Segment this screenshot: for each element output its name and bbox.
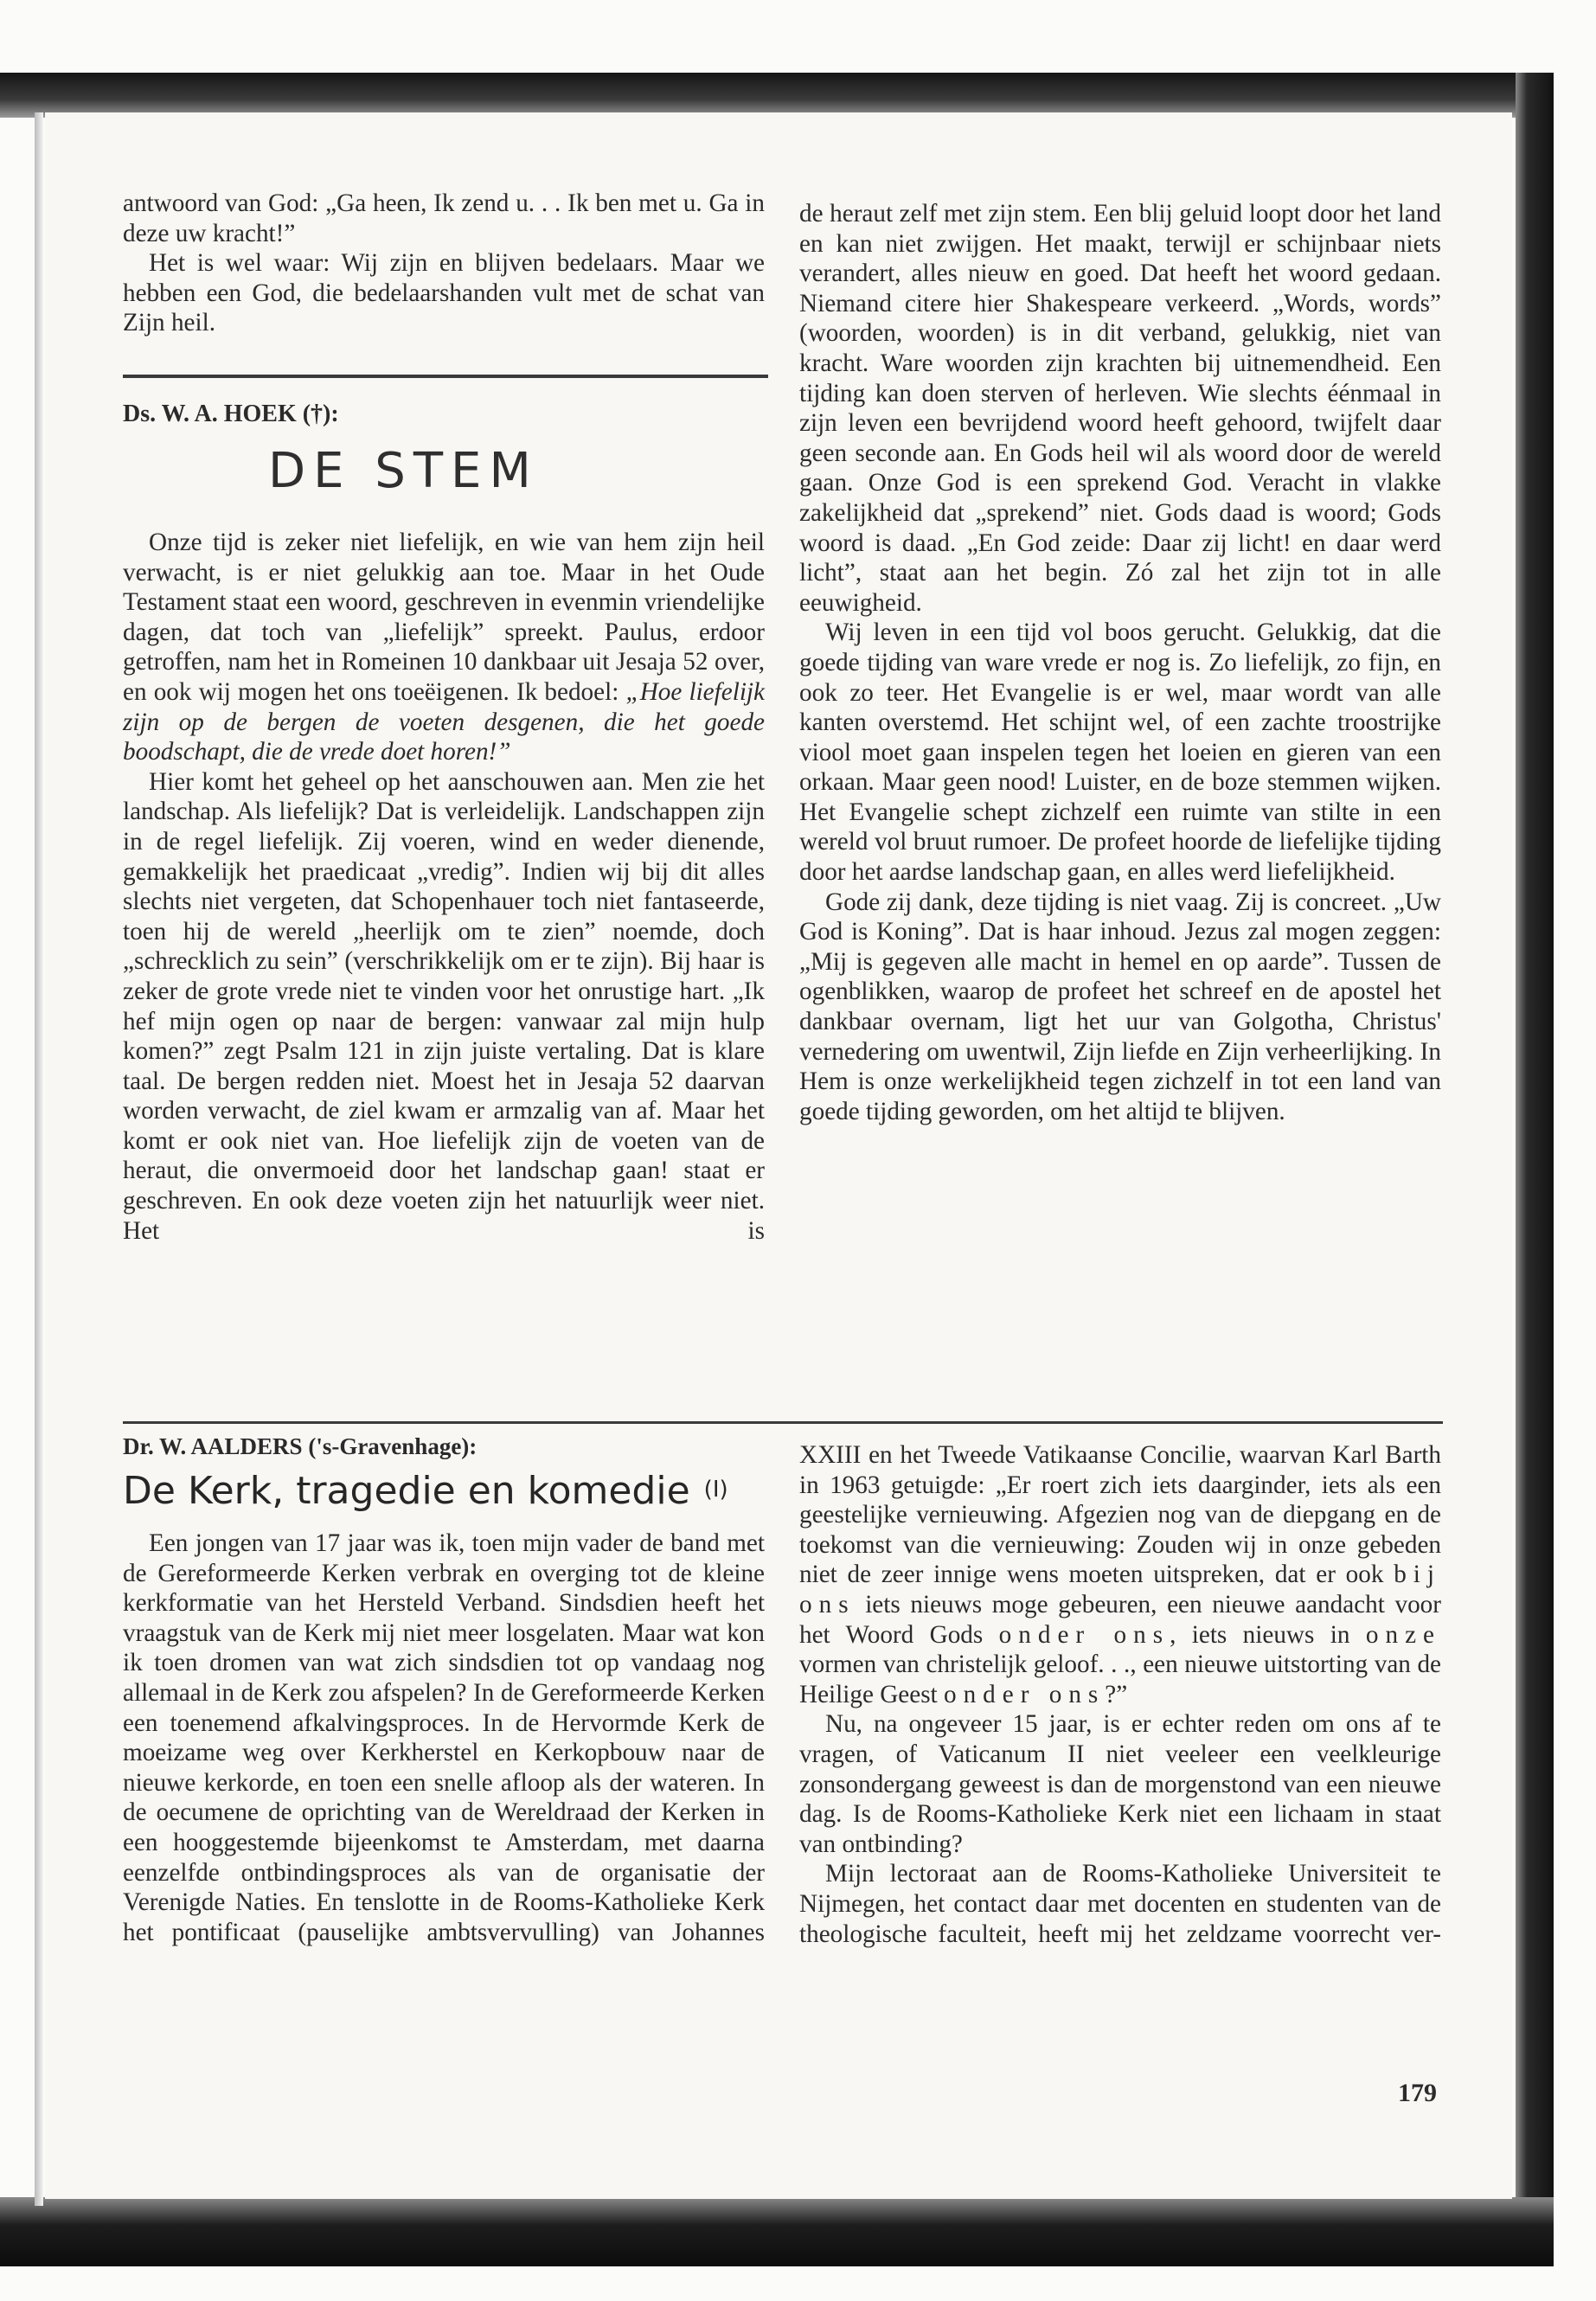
article3-text: , iets nieuws in [1170, 1620, 1366, 1649]
article2-paragraph: de heraut zelf met zijn stem. Een blij geluid loopt door het land en kan niet zwijgen. Het maakt, terwijl er schijnbaar niets verandert, alles nieuw en goed. Dat heeft het woord gedaan. Niemand citere hier Shakespeare verkeerd. „Words, words” (woorden, woorden) is in dit verband, gelukkig, niet van kracht. Ware woorden zijn krachten bij uitnemendheid. Een tijding kan doen sterven of herleven. Wie slechts éénmaal in zijn leven een bevrijdend woord heeft gehoord, twijfelt daar geen seconde aan. En Gods heil wil als woord door de wereld gaan. Onze God is een sprekend God. Veracht in vlakke zakelijkheid dat „sprekend” niet. Gods daad is woord; Gods woord is daad. „En God zeide: Daar zij licht! en daar werd licht”, staat aan het begin. Zó zal het zijn tot in alle eeuwigheid. [799, 200, 1441, 617]
article3-text: ?” [1105, 1680, 1128, 1708]
article3-right-column [799, 1440, 1441, 1949]
article2-paragraph: Gode zij dank, deze tijding is niet vaag. Zij is concreet. „Uw God is Koning”. Dat is haar inhoud. Jezus zal mogen zeggen: „Mij is gegeven alle macht in hemel en op aarde”. Tussen de ogenblikken, waarop de profeet het schreef en de apostel het dankbaar overnam, ligt het uur van Golgotha, Christus' vernedering om uwentwil, Zijn liefde en Zijn verheerlijking. In Hem is onze werkelijkheid tegen zichzelf in tot een land van goede tijding geworden, om het altijd te blijven. [799, 888, 1441, 1125]
article2-right-column [799, 199, 1441, 1126]
article3-title-number: (I) [703, 1477, 728, 1503]
article3-spaced-emphasis: bij ons [799, 1561, 1441, 1618]
article2-p1-text: Onze tijd is zeker niet liefelijk, en wie van hem zijn heil verwacht, is er niet gelukkig aan toe. Maar in het Oude Testament staat een woord, geschreven in evenmin vriendelijke dagen, dat toch van „liefelijk” spreekt. Paulus, erdoor getroffen, nam het in Romeinen 10 dankbaar uit Jesaja 52 over, en ook wij mogen het ons toeëigenen. Ik bedoel: [123, 529, 765, 706]
article2-title: DE STEM [268, 443, 539, 499]
page-number: 179 [1398, 2079, 1437, 2107]
article3-paragraph: Nu, na ongeveer 15 jaar, is er echter reden om ons af te vragen, of Vaticanum II niet veeleer een veelkleurige zonsondergang geweest is dan de morgenstond van een nieuwe dag. Is de Rooms-Katholieke Kerk niet een lichaam in staat van ontbinding? [799, 1710, 1441, 1858]
article3-byline: Dr. W. AALDERS ('s-Gravenhage): [123, 1433, 478, 1459]
article1-column [123, 189, 765, 338]
article3-spaced-emphasis: onder ons [998, 1620, 1170, 1649]
article3-spaced-emphasis: onder ons [943, 1680, 1106, 1708]
section-divider [123, 375, 768, 378]
article2-paragraph: Wij leven in een tijd vol boos gerucht. Gelukkig, dat die goede tijding van ware vrede er nog is. Zo liefelijk, zo fijn, en ook zo teer. Het Evangelie is er wel, maar wordt van alle kanten overstemd. Het schijnt wel, of een zachte troostrijke viool moet gaan inspelen tegen het loeien en gieren van een orkaan. Maar geen nood! Luister, en de boze stemmen wijken. Het Evangelie schept zichzelf een ruimte van stilte in een wereld vol bruut rumoer. De profeet hoorde de liefelijke tijding door het aardse landschap gaan, en alles werd liefelijkheid. [799, 619, 1441, 887]
article3-paragraph: Mijn lectoraat aan de Rooms-Katholieke Universiteit te Nijmegen, het contact daar met docenten en studenten van de theologische faculteit, heeft mij het zeldzame voorrecht ver- [799, 1860, 1441, 1948]
article3-paragraph: Een jongen van 17 jaar was ik, toen mijn vader de band met de Gereformeerde Kerken verbrak en overging tot de kleine kerkformatie van het Hersteld Verband. Sindsdien heeft het vraagstuk van de Kerk mij niet meer losgelaten. Maar wat kon ik toen dromen van wat zich sindsdien tot op vandaag nog allemaal in de Kerk zou afspelen? In de Gereformeerde Kerken een toenemend afkalvingsproces. In de Hervormde Kerk de moeizame weg over Kerkherstel en Kerkopbouw naar de nieuwe kerkorde, en toen een snelle afloop als der wateren. In de oecumene de oprichting van de Wereldraad der Kerken in een hooggestemde bijeenkomst te Amsterdam, met daarna eenzelfde ontbindingsproces als van de organisatie der Verenigde Naties. En tenslotte in de Rooms-Katholieke Kerk het pontificaat (pauselijke ambtsvervulling) van Johannes [123, 1529, 765, 1946]
article3-left-column [123, 1529, 765, 1947]
article2-p1-quote: „Hoe liefelijk zijn op de bergen de voeten desgenen, die het goede boodschapt, die de vrede doet horen!” [123, 677, 765, 766]
binding-top-edge [0, 73, 1548, 118]
article3-text: XXIII en het Tweede Vatikaanse Concilie, waarvan Karl Barth in 1963 getuigde: „Er roert zich iets daarginder, iets als een geestelijke vernieuwing. Afgezien nog van de diepgang en de toekomst van die vernieuwing: Zouden wij in onze gebeden niet de zeer innige wens moeten uitspreken, dat er ook [799, 1441, 1441, 1589]
article1-paragraph: antwoord van God: „Ga heen, Ik zend u. . . Ik ben met u. Ga in deze uw kracht!” [123, 189, 765, 247]
article2-paragraph: Hier komt het geheel op het aanschouwen aan. Men zie het landschap. Als liefelijk? Dat is verleidelijk. Landschappen zijn in de regel liefelijk. Zij voeren, wind en weder dienende, gemakkelijk het praedicaat „vredig”. Indien wij bij dit alles slechts niet vergeten, dat Schopenhauer toch niet fantaseerde, toen hij de wereld „heerlijk om te zien” noemde, doch „schrecklich zu sein” (verschrikkelijk om er te zijn). Bij haar is zeker de grote vrede niet te vinden voor het onrustige hart. „Ik hef mijn ogen op naar de bergen: vanwaar zal mijn hulp komen?” zegt Psalm 121 in zijn juiste vertaling. Dat is klare taal. De bergen redden niet. Moest het in Jesaja 52 daarvan worden verwacht, de ziel kwam er armzalig van af. Maar het komt er ook niet van. Hoe liefelijk zijn de voeten van de heraut, die onvermoeid door het landschap gaan! staat er geschreven. En ook deze voeten zijn het natuurlijk weer niet. Het is [123, 767, 765, 1245]
article1-paragraph: Het is wel waar: Wij zijn en blijven bedelaars. Maar we hebben een God, die bedelaarshanden vult met de schat van Zijn heil. [123, 249, 765, 337]
article3-text: iets nieuws moge gebeuren, een nieuwe aandacht voor het Woord Gods [799, 1590, 1441, 1649]
article3-text: vormen van christelijk geloof. . ., een nieuwe uitstorting van de Heilige Geest [799, 1650, 1441, 1708]
article3-title-block [123, 1469, 728, 1513]
article3-spaced-emphasis: onze [1365, 1620, 1441, 1649]
page-left-edge [35, 112, 43, 2206]
article3-title: De Kerk, tragedie en komedie [123, 1469, 690, 1513]
article3-paragraph [799, 1440, 1441, 1709]
section-divider [123, 1421, 1443, 1424]
binding-bottom-edge [0, 2197, 1554, 2266]
article2-byline: Ds. W. A. HOEK (†): [123, 401, 339, 427]
binding-right-edge [1516, 73, 1554, 2266]
article2-left-column [123, 528, 765, 1246]
article2-paragraph [123, 528, 765, 767]
